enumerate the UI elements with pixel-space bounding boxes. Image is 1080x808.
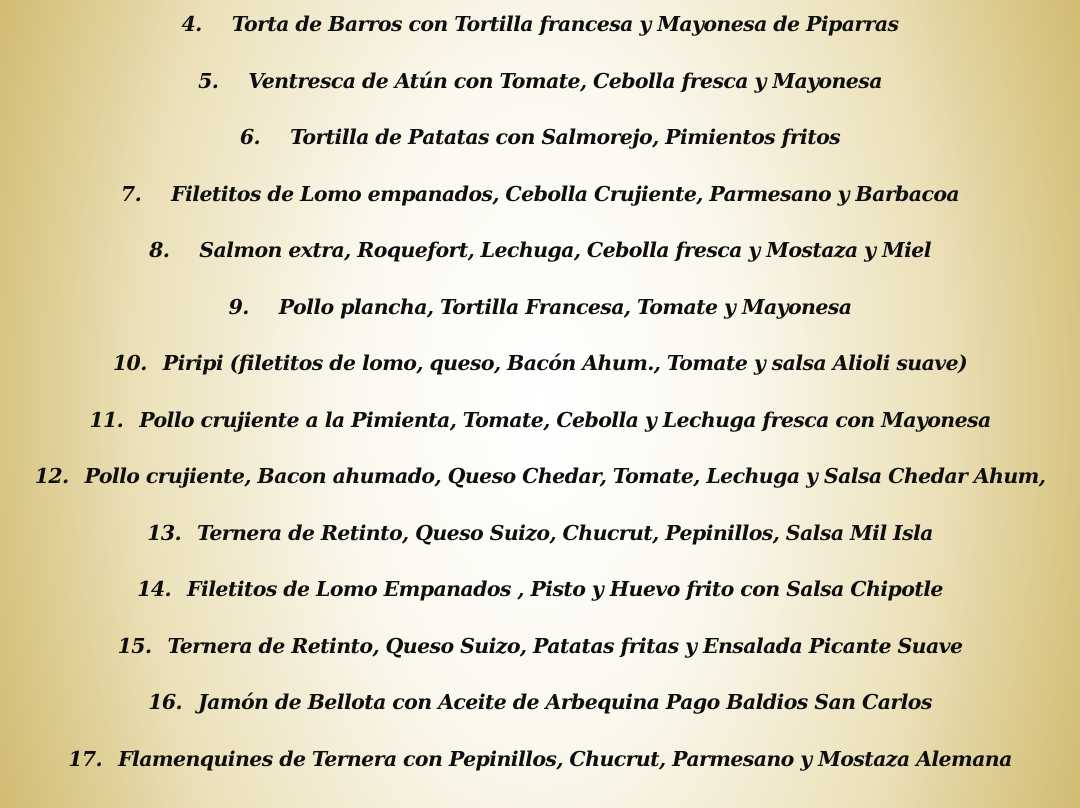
- item-text: Torta de Barros con Tortilla francesa y Mayonesa de Piparras: [231, 12, 899, 36]
- item-number: 11.: [89, 408, 124, 432]
- item-number: 4.: [181, 12, 202, 36]
- item-number: 17.: [68, 747, 103, 771]
- item-number: 14.: [137, 577, 172, 601]
- menu-item: [0, 688, 1080, 716]
- item-number: 5.: [198, 69, 219, 93]
- menu-item: [0, 462, 1080, 490]
- item-text: Jamón de Bellota con Aceite de Arbequina Pago Baldios San Carlos: [198, 690, 932, 714]
- item-text: Flamenquines de Ternera con Pepinillos, Chucrut, Parmesano y Mostaza Alemana: [118, 747, 1012, 771]
- item-text: Tortilla de Patatas con Salmorejo, Pimientos fritos: [290, 125, 841, 149]
- menu-item: [0, 236, 1080, 264]
- menu-item: [0, 575, 1080, 603]
- menu-item: [0, 745, 1080, 773]
- menu-item: [0, 10, 1080, 38]
- item-text: Piripi (filetitos de lomo, queso, Bacón Ahum., Tomate y salsa Alioli suave): [162, 351, 968, 375]
- menu-item: [0, 67, 1080, 95]
- item-text: Filetitos de Lomo empanados, Cebolla Crujiente, Parmesano y Barbacoa: [171, 182, 960, 206]
- item-text: Pollo crujiente a la Pimienta, Tomate, Cebolla y Lechuga fresca con Mayonesa: [139, 408, 991, 432]
- item-number: 16.: [148, 690, 183, 714]
- menu-item: [0, 519, 1080, 547]
- menu-item: [0, 180, 1080, 208]
- menu-item: [0, 293, 1080, 321]
- menu-item: [0, 406, 1080, 434]
- item-number: 6.: [239, 125, 261, 149]
- item-text: Pollo plancha, Tortilla Francesa, Tomate y Mayonesa: [278, 295, 852, 319]
- item-text: Filetitos de Lomo Empanados , Pisto y Huevo frito con Salsa Chipotle: [187, 577, 943, 601]
- item-number: 13.: [147, 521, 182, 545]
- item-number: 12.: [34, 464, 69, 488]
- item-number: 15.: [117, 634, 152, 658]
- item-number: 9.: [228, 295, 249, 319]
- item-number: 10.: [112, 351, 147, 375]
- item-text: Pollo crujiente, Bacon ahumado, Queso Chedar, Tomate, Lechuga y Salsa Chedar Ahum,: [84, 464, 1046, 488]
- menu-item: [0, 632, 1080, 660]
- menu-item: [0, 349, 1080, 377]
- item-text: Ventresca de Atún con Tomate, Cebolla fresca y Mayonesa: [248, 69, 882, 93]
- item-text: Salmon extra, Roquefort, Lechuga, Cebolla fresca y Mostaza y Miel: [199, 238, 931, 262]
- item-text: Ternera de Retinto, Queso Suizo, Patatas fritas y Ensalada Picante Suave: [167, 634, 963, 658]
- item-number: 7.: [120, 182, 142, 206]
- menu-item: [0, 123, 1080, 151]
- item-text: Ternera de Retinto, Queso Suizo, Chucrut, Pepinillos, Salsa Mil Isla: [197, 521, 933, 545]
- item-number: 8.: [149, 238, 170, 262]
